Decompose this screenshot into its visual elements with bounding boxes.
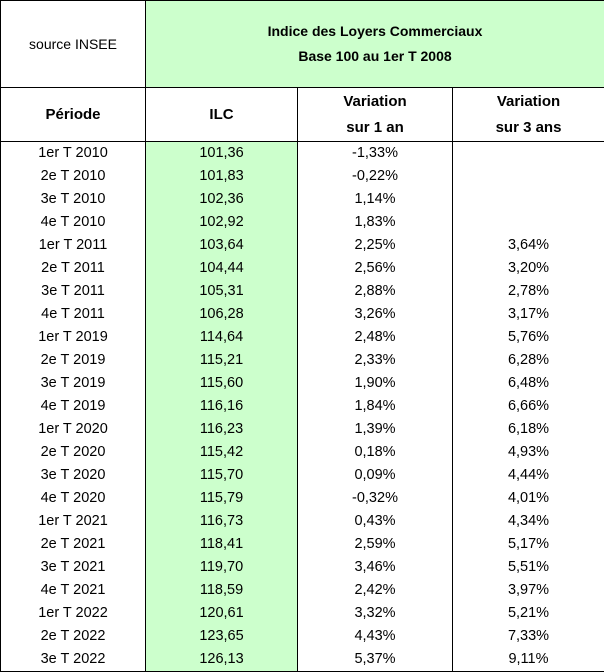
cell-period[interactable]: 2e T 2019 bbox=[1, 349, 146, 372]
cell-variation-3-years[interactable] bbox=[453, 211, 604, 234]
cell-period[interactable]: 1er T 2021 bbox=[1, 510, 146, 533]
cell-variation-1-year[interactable]: 2,56% bbox=[298, 257, 453, 280]
cell-variation-3-years[interactable]: 4,93% bbox=[453, 441, 604, 464]
cell-period[interactable]: 2e T 2021 bbox=[1, 533, 146, 556]
column-header-ilc-label: ILC bbox=[209, 105, 234, 123]
cell-variation-1-year[interactable]: 0,09% bbox=[298, 464, 453, 487]
cell-period[interactable]: 3e T 2019 bbox=[1, 372, 146, 395]
column-header-variation-3-years[interactable] bbox=[453, 88, 604, 142]
cell-ilc[interactable]: 102,36 bbox=[146, 188, 298, 211]
cell-period[interactable]: 4e T 2010 bbox=[1, 211, 146, 234]
table-row bbox=[1, 648, 604, 672]
cell-period[interactable]: 1er T 2020 bbox=[1, 418, 146, 441]
cell-ilc[interactable]: 115,79 bbox=[146, 487, 298, 510]
cell-variation-3-years[interactable]: 2,78% bbox=[453, 280, 604, 303]
table-row bbox=[1, 257, 604, 280]
cell-variation-1-year[interactable]: 1,14% bbox=[298, 188, 453, 211]
table-row bbox=[1, 441, 604, 464]
cell-variation-1-year[interactable]: 5,37% bbox=[298, 648, 453, 672]
column-header-ilc[interactable] bbox=[146, 88, 298, 142]
cell-variation-3-years[interactable] bbox=[453, 188, 604, 211]
cell-ilc[interactable]: 119,70 bbox=[146, 556, 298, 579]
cell-variation-3-years[interactable]: 6,48% bbox=[453, 372, 604, 395]
cell-variation-3-years[interactable]: 7,33% bbox=[453, 625, 604, 648]
cell-period[interactable]: 4e T 2019 bbox=[1, 395, 146, 418]
cell-ilc[interactable]: 114,64 bbox=[146, 326, 298, 349]
table-row bbox=[1, 579, 604, 602]
cell-variation-1-year[interactable]: 2,59% bbox=[298, 533, 453, 556]
source-cell[interactable] bbox=[1, 1, 146, 88]
cell-variation-3-years[interactable]: 4,44% bbox=[453, 464, 604, 487]
cell-variation-3-years[interactable]: 5,76% bbox=[453, 326, 604, 349]
cell-variation-1-year[interactable]: -0,32% bbox=[298, 487, 453, 510]
column-header-variation-1-year[interactable] bbox=[298, 88, 453, 142]
cell-variation-3-years[interactable]: 3,97% bbox=[453, 579, 604, 602]
table-row bbox=[1, 464, 604, 487]
cell-period[interactable]: 3e T 2022 bbox=[1, 648, 146, 672]
table-row bbox=[1, 487, 604, 510]
column-header-var3-line2: sur 3 ans bbox=[495, 118, 562, 136]
cell-variation-3-years[interactable]: 3,17% bbox=[453, 303, 604, 326]
table-row bbox=[1, 625, 604, 648]
table-row bbox=[1, 533, 604, 556]
cell-variation-3-years[interactable]: 5,51% bbox=[453, 556, 604, 579]
cell-variation-3-years[interactable] bbox=[453, 165, 604, 188]
source-text: source INSEE bbox=[29, 36, 117, 52]
table-row bbox=[1, 326, 604, 349]
cell-ilc[interactable]: 118,41 bbox=[146, 533, 298, 556]
cell-ilc[interactable]: 115,42 bbox=[146, 441, 298, 464]
cell-variation-1-year[interactable]: 2,48% bbox=[298, 326, 453, 349]
cell-period[interactable]: 3e T 2010 bbox=[1, 188, 146, 211]
cell-variation-1-year[interactable]: 3,46% bbox=[298, 556, 453, 579]
cell-ilc[interactable]: 104,44 bbox=[146, 257, 298, 280]
table-title-line2: Base 100 au 1er T 2008 bbox=[298, 48, 452, 64]
cell-ilc[interactable]: 105,31 bbox=[146, 280, 298, 303]
cell-ilc[interactable]: 123,65 bbox=[146, 625, 298, 648]
table-title-line1: Indice des Loyers Commerciaux bbox=[267, 23, 483, 39]
cell-ilc[interactable]: 120,61 bbox=[146, 602, 298, 625]
cell-period[interactable]: 4e T 2020 bbox=[1, 487, 146, 510]
table-row bbox=[1, 349, 604, 372]
table-row bbox=[1, 602, 604, 625]
cell-ilc[interactable]: 115,60 bbox=[146, 372, 298, 395]
table-title-cell[interactable] bbox=[146, 1, 604, 88]
cell-ilc[interactable]: 115,21 bbox=[146, 349, 298, 372]
cell-variation-3-years[interactable]: 9,11% bbox=[453, 648, 604, 672]
cell-variation-3-years[interactable]: 4,01% bbox=[453, 487, 604, 510]
cell-variation-1-year[interactable]: 2,42% bbox=[298, 579, 453, 602]
cell-variation-3-years[interactable]: 6,28% bbox=[453, 349, 604, 372]
cell-period[interactable]: 2e T 2022 bbox=[1, 625, 146, 648]
cell-ilc[interactable]: 101,36 bbox=[146, 142, 298, 166]
cell-period[interactable]: 4e T 2011 bbox=[1, 303, 146, 326]
cell-variation-1-year[interactable]: 4,43% bbox=[298, 625, 453, 648]
cell-variation-1-year[interactable]: 1,39% bbox=[298, 418, 453, 441]
column-header-var1-line2: sur 1 an bbox=[346, 118, 404, 136]
cell-variation-1-year[interactable]: 3,32% bbox=[298, 602, 453, 625]
cell-period[interactable]: 3e T 2020 bbox=[1, 464, 146, 487]
cell-variation-1-year[interactable]: 2,33% bbox=[298, 349, 453, 372]
cell-variation-3-years[interactable]: 6,66% bbox=[453, 395, 604, 418]
table-row bbox=[1, 188, 604, 211]
column-header-var1-line1: Variation bbox=[343, 92, 407, 110]
cell-variation-3-years[interactable]: 5,17% bbox=[453, 533, 604, 556]
title-row bbox=[1, 1, 604, 88]
cell-ilc[interactable]: 118,59 bbox=[146, 579, 298, 602]
column-header-period[interactable] bbox=[1, 88, 146, 142]
cell-period[interactable]: 1er T 2022 bbox=[1, 602, 146, 625]
cell-period[interactable]: 2e T 2011 bbox=[1, 257, 146, 280]
cell-period[interactable]: 4e T 2021 bbox=[1, 579, 146, 602]
cell-period[interactable]: 2e T 2010 bbox=[1, 165, 146, 188]
cell-ilc[interactable]: 115,70 bbox=[146, 464, 298, 487]
cell-ilc[interactable]: 116,73 bbox=[146, 510, 298, 533]
cell-ilc[interactable]: 126,13 bbox=[146, 648, 298, 672]
cell-period[interactable]: 1er T 2019 bbox=[1, 326, 146, 349]
cell-ilc[interactable]: 101,83 bbox=[146, 165, 298, 188]
cell-variation-3-years[interactable]: 6,18% bbox=[453, 418, 604, 441]
table-row bbox=[1, 165, 604, 188]
cell-variation-1-year[interactable]: 1,90% bbox=[298, 372, 453, 395]
table-row bbox=[1, 395, 604, 418]
table-row bbox=[1, 234, 604, 257]
cell-variation-3-years[interactable]: 5,21% bbox=[453, 602, 604, 625]
cell-variation-3-years[interactable]: 3,64% bbox=[453, 234, 604, 257]
cell-variation-3-years[interactable] bbox=[453, 142, 604, 166]
table-row bbox=[1, 418, 604, 441]
cell-ilc[interactable]: 116,16 bbox=[146, 395, 298, 418]
table-row bbox=[1, 556, 604, 579]
cell-ilc[interactable]: 103,64 bbox=[146, 234, 298, 257]
cell-variation-1-year[interactable]: 2,25% bbox=[298, 234, 453, 257]
cell-period[interactable]: 1er T 2010 bbox=[1, 142, 146, 166]
cell-variation-1-year[interactable]: -0,22% bbox=[298, 165, 453, 188]
cell-variation-3-years[interactable]: 3,20% bbox=[453, 257, 604, 280]
cell-period[interactable]: 3e T 2021 bbox=[1, 556, 146, 579]
table-row bbox=[1, 303, 604, 326]
cell-period[interactable]: 2e T 2020 bbox=[1, 441, 146, 464]
cell-ilc[interactable]: 102,92 bbox=[146, 211, 298, 234]
cell-variation-1-year[interactable]: 3,26% bbox=[298, 303, 453, 326]
cell-period[interactable]: 1er T 2011 bbox=[1, 234, 146, 257]
cell-variation-1-year[interactable]: 1,84% bbox=[298, 395, 453, 418]
cell-ilc[interactable]: 106,28 bbox=[146, 303, 298, 326]
table-row bbox=[1, 211, 604, 234]
cell-period[interactable]: 3e T 2011 bbox=[1, 280, 146, 303]
cell-variation-1-year[interactable]: 2,88% bbox=[298, 280, 453, 303]
column-header-var3-line1: Variation bbox=[496, 92, 561, 110]
table-row bbox=[1, 510, 604, 533]
table-row bbox=[1, 280, 604, 303]
column-header-row bbox=[1, 88, 604, 142]
column-header-period-label: Période bbox=[45, 105, 101, 123]
cell-variation-1-year[interactable]: 0,43% bbox=[298, 510, 453, 533]
cell-variation-1-year[interactable]: 1,83% bbox=[298, 211, 453, 234]
table-row bbox=[1, 142, 604, 166]
cell-ilc[interactable]: 116,23 bbox=[146, 418, 298, 441]
cell-variation-1-year[interactable]: -1,33% bbox=[298, 142, 453, 166]
cell-variation-1-year[interactable]: 0,18% bbox=[298, 441, 453, 464]
table-row bbox=[1, 372, 604, 395]
cell-variation-3-years[interactable]: 4,34% bbox=[453, 510, 604, 533]
